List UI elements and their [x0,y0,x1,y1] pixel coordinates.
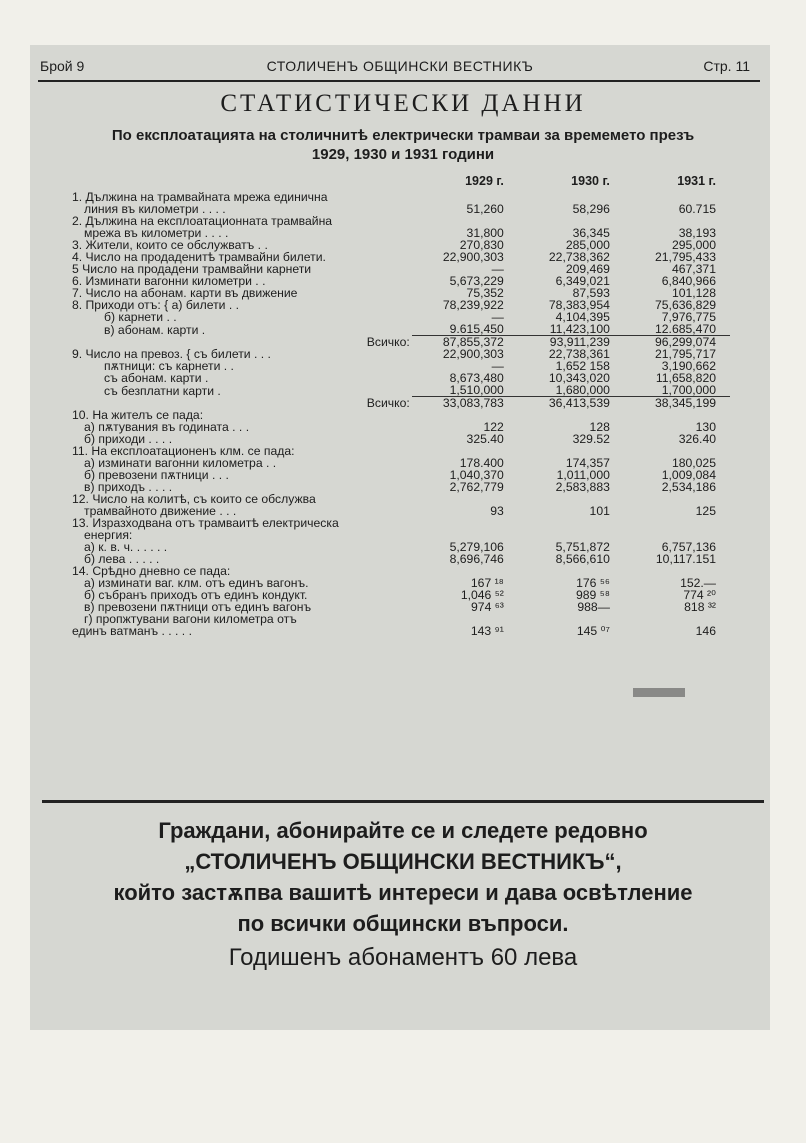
row-value: 11,658,820 [655,371,716,385]
row-label: в) превозени пѫтници отъ единъ вагонъ [84,600,312,614]
row-label: а) пѫтувания въ годината . . . [84,420,250,434]
row-value: 33,083,783 [412,397,518,410]
row-value: 2,762,779 [449,480,504,494]
row-label: 14. Срѣдно дневно се пада: [72,564,231,578]
row-label: в) абонам. карти . [104,322,206,337]
row-value: 4,104,395 [555,310,610,324]
table-row [70,529,730,541]
row-value: 1,510,000 [449,383,504,397]
row-value: 31,800 [466,226,504,240]
row-value: 75,636,829 [655,298,716,312]
table-row [70,517,730,529]
row-value: 93,911,239 [518,336,624,349]
year-1930: 1930 г. [571,174,610,188]
row-value: 96,299,074 [624,336,730,349]
row-label: в) приходъ . . . . [84,480,173,494]
row-value: 78,239,922 [442,298,504,312]
row-value: — [491,262,504,276]
row-value: 22,738,362 [548,250,610,264]
row-value: 78,383,954 [548,298,610,312]
ad-line-5: Годишенъ абонаментъ 60 лева [228,944,578,971]
row-value: 7,976,775 [661,310,716,324]
row-label: 12. Число на колитѣ, съ които се обслужва [72,492,316,506]
ad-line-3: който застѫпва вашитѣ интереси и дава освѣтление [113,880,693,905]
row-value: 101,128 [671,286,716,300]
row-value: 36,413,539 [518,397,624,410]
row-value: 180,025 [671,456,716,470]
row-value: 128 [589,420,610,434]
row-value: 5,673,229 [449,274,504,288]
row-value: 8,673,480 [449,371,504,385]
row-value: 176 ⁵⁶ [576,576,610,590]
row-value: 1,680,000 [555,383,610,397]
table-row [70,384,730,397]
row-value: 974 ⁶³ [471,600,504,614]
row-value: 1,040,370 [449,468,504,482]
row-value: 87,593 [572,286,610,300]
row-value: 774 ²⁰ [683,588,716,602]
row-label: 8. Приходи отъ: { а) билети . . [72,298,240,312]
statistics-table [70,175,730,637]
row-label: съ абонам. карти . [104,371,209,385]
row-label: б) приходи . . . . [84,432,173,446]
row-value: 9.615,450 [449,322,504,336]
row-label: единъ ватманъ . . . . . [72,624,192,638]
issue-number: Брой 9 [40,58,85,74]
row-label: а) изминати вагонни километра . . [84,456,277,470]
row-value: 58,296 [572,202,610,216]
row-label: енергия: [84,528,133,542]
row-value: 209,469 [565,262,610,276]
row-label: съ безплатни карти . [104,383,221,398]
row-value: 2,534,186 [661,480,716,494]
year-1931: 1931 г. [677,174,716,188]
row-value: 178.400 [459,456,504,470]
row-value: 87,855,372 [412,336,518,349]
row-label: 3. Жители, които се обслужватъ . . [72,238,268,252]
row-value: 38,345,199 [624,397,730,410]
year-1929: 1929 г. [465,174,504,188]
row-value: 329.52 [572,432,610,446]
row-label: трамвайното движение . . . [84,504,237,518]
row-value: 10,343,020 [548,371,610,385]
row-label: 11. На експлоатационенъ клм. се пада: [72,444,295,458]
row-label: Всичко: [366,396,410,410]
row-label: 10. На жителъ се пада: [72,408,204,422]
row-value: 1,011,000 [556,468,610,482]
table-row [70,541,730,553]
row-value: 5,751,872 [555,540,610,554]
ink-stamp-mark [633,688,685,697]
row-value: 818 ³² [684,600,716,614]
row-value: 51,260 [466,202,504,216]
row-value: 467,371 [671,262,716,276]
row-label: линия въ километри . . . . [84,202,226,216]
row-label: а) изминати ваг. клм. отъ единъ вагонъ. [84,576,309,590]
row-value: 3,190,662 [661,359,716,373]
row-label: 1. Дължина на трамвайната мрежа единична [72,190,328,204]
subtitle-line-2: 1929, 1930 и 1931 години [311,146,495,163]
table-row [70,372,730,384]
row-value: 21,795,433 [655,250,716,264]
year-header-row [70,175,730,191]
row-label: Всичко: [366,335,410,349]
ad-line-1: Граждани, абонирайте се и следете редовно [158,818,648,843]
subtitle-line-1: По експлоатацията на столичнитѣ електрически трамваи за времемето презъ [111,127,695,144]
table-row [70,625,730,637]
row-value: 1,046 ⁵² [460,588,504,602]
table-row [70,311,730,323]
row-value: 1,009,084 [661,468,716,482]
row-label: 2. Дължина на експлоатационната трамвайна [72,214,333,228]
row-value: 36,345 [572,226,610,240]
row-value: 989 ⁵⁸ [575,588,610,602]
row-value: 8,566,610 [555,552,610,566]
row-value: 146 [695,624,716,638]
table-row [70,323,730,336]
row-value: 145 ⁰⁷ [576,624,610,638]
row-value: 325.40 [466,432,504,446]
row-label: б) превозени пѫтници . . . [84,468,229,482]
row-value: 152.— [680,576,716,590]
row-value: 38,193 [678,226,716,240]
row-label: 5 Число на продадени трамвайни карнети [72,262,312,276]
row-value: 285,000 [565,238,610,252]
page-title: СТАТИСТИЧЕСКИ ДАННИ [220,90,586,117]
ad-line-2: „СТОЛИЧЕНЪ ОБЩИНСКИ ВЕСТНИКЪ“, [184,849,622,874]
row-value: 125 [695,504,716,518]
row-label: 13. Изразходвана отъ трамваитѣ електрическа [72,516,339,530]
row-value: 21,795,717 [655,347,716,361]
row-value: 295,000 [671,238,716,252]
row-label: пѫтници: съ карнети . . [104,359,234,373]
row-value: 101 [589,504,610,518]
row-value: 1,700,000 [661,383,716,397]
row-value: 12.685,470 [655,322,716,336]
row-value: 167 ¹⁸ [470,576,504,590]
row-value: 60.715 [678,202,716,216]
row-value [624,517,730,529]
row-value: 122 [483,420,504,434]
row-value: 22,738,361 [548,347,610,361]
row-value: 130 [695,420,716,434]
row-label: б) събранъ приходъ отъ единъ кондукт. [84,588,308,602]
row-value [518,517,624,529]
row-value: 174,357 [565,456,610,470]
row-value: 93 [490,504,504,518]
row-value: 11,423,100 [549,322,610,336]
row-label: 9. Число на превоз. { съ билети . . . [72,347,271,361]
row-value: 2,583,883 [555,480,610,494]
ad-rule [42,800,764,803]
page-number: Стр. 11 [703,58,750,74]
row-value: 10,117.151 [655,552,716,566]
row-value: 270,830 [459,238,504,252]
newspaper-name: СТОЛИЧЕНЪ ОБЩИНСКИ ВЕСТНИКЪ [266,58,534,74]
row-label: 6. Изминати вагонни километри . . [72,274,266,288]
row-value: 8,696,746 [449,552,504,566]
row-label: а) к. в. ч. . . . . . [84,540,168,554]
row-value: 988— [577,600,610,614]
row-value: 5,279,106 [449,540,504,554]
page-header [40,52,760,80]
row-value: 143 ⁹¹ [470,624,504,638]
ad-line-4: по всички общински въпроси. [237,911,569,936]
row-value: 75,352 [466,286,504,300]
row-label: 7. Число на абонам. карти въ движение [72,286,298,300]
row-value [412,517,518,529]
row-label: б) карнети . . [104,310,177,324]
row-label: б) лева . . . . . [84,552,160,566]
header-rule [38,80,760,82]
row-value: 22,900,303 [442,347,504,361]
row-value: — [491,359,504,373]
row-label: 4. Число на продаденитѣ трамвайни билети. [72,250,326,264]
row-value: 6,349,021 [555,274,610,288]
row-value: 6,757,136 [661,540,716,554]
row-value: 6,840,966 [661,274,716,288]
row-label: мрежа въ километри . . . . [84,226,229,240]
row-value: 22,900,303 [442,250,504,264]
row-value: 326.40 [678,432,716,446]
row-value: 1,652 158 [555,359,610,373]
row-value: — [491,310,504,324]
row-label: г) пропжтувани вагони километра отъ [84,612,297,626]
